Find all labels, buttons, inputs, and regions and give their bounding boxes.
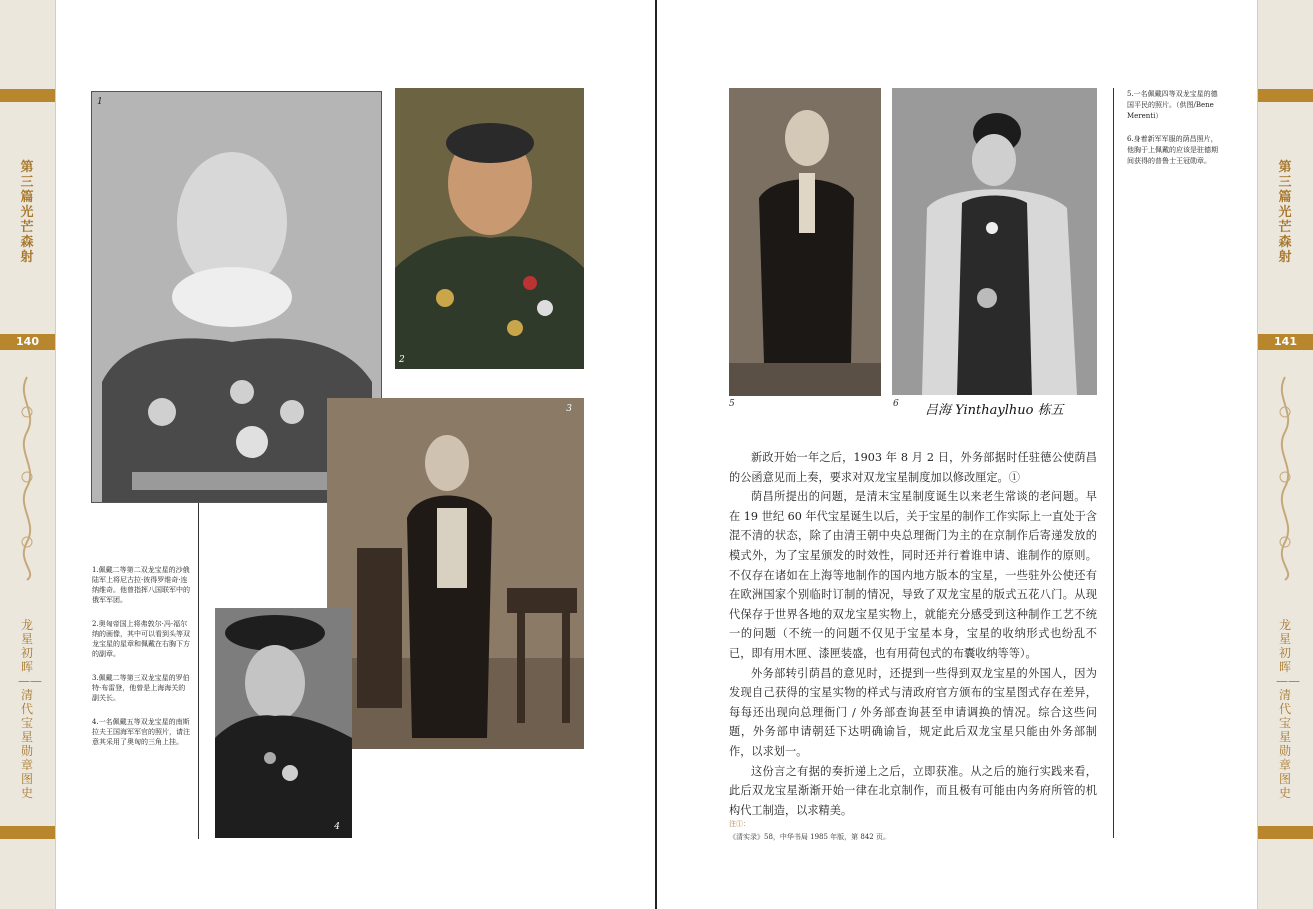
body-paragraph-1: 新政开始一年之后，1903 年 8 月 2 日，外务部据时任驻德公使荫昌的公函意见而上奏，要求对双龙宝星制度加以修改厘定。① <box>729 451 1097 484</box>
left-page-number: 140 <box>0 334 55 350</box>
right-page-number: 141 <box>1258 334 1313 350</box>
photo-2-painted-portrait <box>395 88 584 369</box>
photo-5-label: 5 <box>729 399 735 409</box>
right-ornament-icon <box>1274 372 1296 582</box>
left-gold-band-bottom <box>0 826 55 839</box>
photo-4-number: 4 <box>334 822 340 832</box>
body-paragraph-2: 荫昌所提出的问题，是清末宝星制度诞生以来老生常谈的老问题。早在 19 世纪 60 年代宝星诞生以后，关于宝星的制作工作实际上一直处于含混不清的状态，除了由清王朝中央总理衙门为主的在京制作后寄递发放的模式外，为了宝星颁发的时效性，同时还并行着谁申请、谁制作的原则。不仅存在诸如在上海等地制作的国内地方版本的宝星，一些驻外公使还有在欧洲国家个别临时订制的情况，导致了双龙宝星的版式五花八门。从现代保存于世界各地的双龙宝星实物上，就能充分感受到这种制作工艺不统一的问题（不统一的问题不仅见于宝星本身，宝星的收纳形式也纷乱不已，即有用木匣、漆匣装盛，也有用荷包式的布囊收纳等等）。 <box>729 490 1097 660</box>
footnote-text: 《清实录》58，中华书局 1985 年版，第 842 页。 <box>729 833 890 841</box>
caption-5: 5.一名佩戴四等双龙宝星的德国平民的照片。（供图/Bene Merenti） <box>1127 90 1218 120</box>
right-caption-divider <box>1113 88 1114 838</box>
right-margin-strip <box>1257 0 1313 909</box>
right-section-title: 第三篇 光芒森射 <box>1278 160 1292 265</box>
footnote-label: 注①： <box>729 820 750 828</box>
left-caption-divider <box>198 503 199 839</box>
body-paragraph-3: 外务部转引荫昌的意见时，还提到一些得到双龙宝星的外国人，因为发现自己获得的宝星实物的样式与清政府官方颁布的宝星图式存在差异，每每还出现向总理衙门 / 外务部查询甚至申请调换的情况。综合这些问题，外务部申请朝廷下达明确谕旨，规定此后双龙宝星只能由外务部制作，以求划一。 <box>729 666 1097 758</box>
photo-5-civilian-portrait <box>729 88 881 396</box>
body-paragraph-4: 这份言之有据的奏折递上之后，立即获准。从之后的施行实践来看，此后双龙宝星渐渐开始一律在北京制作，而且极有可能由内务府所管的机构代工制造，以求精美。 <box>729 764 1097 817</box>
caption-1: 1.佩戴二等第二双龙宝星的沙俄陆军上将尼古拉·彼得罗维奇·连纳维奇。他曾指挥八国联军中的俄军军团。 <box>92 566 190 604</box>
photo-6-number: 6 <box>893 399 899 409</box>
caption-2: 2.奥匈帝国上将弗敦尔·冯·福尔纳的画像，其中可以看到头等双龙宝星的星章和佩戴在右胸下方的副章。 <box>92 620 190 658</box>
right-book-title: 龙星初晖——清代宝星勋章图史 <box>1276 618 1300 800</box>
left-captions <box>92 565 190 761</box>
book-gutter <box>655 0 657 909</box>
right-gold-band-bottom <box>1258 826 1313 839</box>
caption-4: 4.一名佩戴五等双龙宝星的南斯拉夫王国海军军官的照片，请注意其采用了奥匈的三角上挂。 <box>92 718 190 746</box>
photo-3-standing-portrait <box>327 398 584 749</box>
right-captions <box>1127 89 1223 179</box>
left-gold-band-top <box>0 89 55 102</box>
photo-2-number: 2 <box>399 355 405 365</box>
photo-1-number: 1 <box>97 97 103 107</box>
body-text <box>729 448 1097 820</box>
photo-4-naval-officer <box>215 608 352 838</box>
left-margin-strip <box>0 0 56 909</box>
left-section-title: 第三篇 光芒森射 <box>20 160 34 265</box>
left-book-title: 龙星初晖——清代宝星勋章图史 <box>18 618 42 800</box>
right-gold-band-top <box>1258 89 1313 102</box>
left-ornament-icon <box>16 372 38 582</box>
caption-6: 6.身着新军军服的荫昌照片，他胸于上佩戴的应该是驻德期间获得的普鲁士王冠勋章。 <box>1127 135 1218 165</box>
photo-3-number: 3 <box>566 404 572 414</box>
caption-3: 3.佩戴二等第三双龙宝星的罗伯特·布雷登，他曾是上海海关的副关长。 <box>92 674 190 702</box>
photo-6-signature: 吕海 Yinthaylhuo 栋五 <box>925 403 1064 418</box>
photo-6-yinchang-portrait <box>892 88 1097 395</box>
